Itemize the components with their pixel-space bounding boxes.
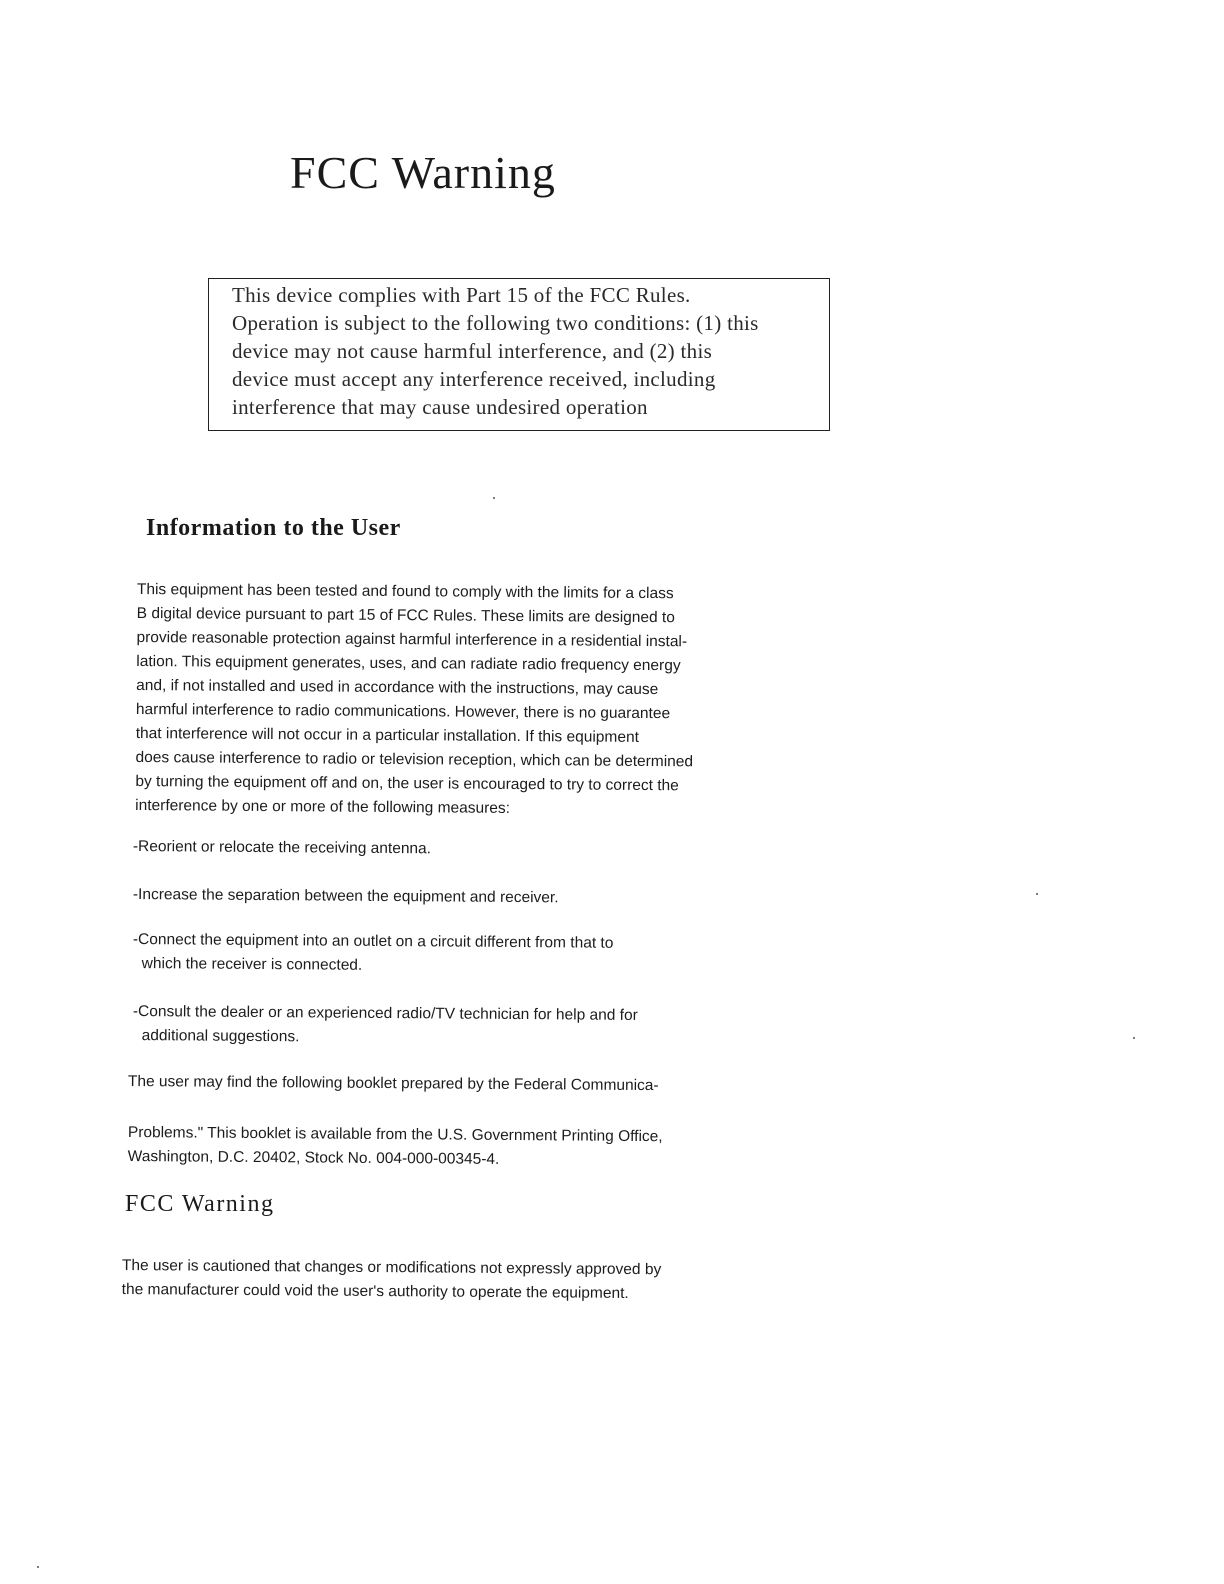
measure-item [133, 883, 559, 910]
paragraph-line: This equipment has been tested and found to comply with the limits for a class [136, 580, 674, 603]
booklet-intro [128, 1070, 659, 1098]
paragraph-line: interference by one or more of the following measures: [135, 796, 511, 817]
booklet-intro-line: The user may find the following booklet prepared by the Federal Communica- [127, 1072, 659, 1095]
compliance-line: device must accept any interference received, including [232, 367, 716, 391]
scan-speck [1036, 893, 1038, 895]
measure-line: -Increase the separation between the equipment and receiver. [132, 885, 559, 907]
paragraph-line: provide reasonable protection against harmful interference in a residential instal- [136, 628, 688, 651]
booklet-line: Washington, D.C. 20402, Stock No. 004-000-00345-4. [127, 1147, 500, 1168]
measure-line: -Reorient or relocate the receiving antenna. [132, 837, 432, 858]
scan-speck [37, 1566, 39, 1568]
compliance-notice-text [232, 281, 759, 421]
measure-line: additional suggestions. [141, 1027, 300, 1046]
compliance-notice-box [208, 278, 830, 431]
information-paragraph [135, 578, 694, 822]
measure-line: -Consult the dealer or an experienced radio/TV technician for help and for [132, 1002, 638, 1024]
scan-speck [493, 497, 495, 499]
compliance-line: This device complies with Part 15 of the FCC Rules. [232, 283, 691, 307]
measure-item [133, 835, 431, 861]
paragraph-line: by turning the equipment off and on, the user is encouraged to try to correct the [135, 772, 679, 795]
paragraph-line: lation. This equipment generates, uses, and can radiate radio frequency energy [136, 652, 681, 675]
paragraph-line: harmful interference to radio communications. However, there is no guarantee [135, 700, 671, 723]
measure-line: -Connect the equipment into an outlet on a circuit different from that to [132, 930, 614, 952]
compliance-line: device may not cause harmful interference, and (2) this [232, 339, 713, 363]
paragraph-line: The user is cautioned that changes or modifications not expressly approved by [121, 1256, 662, 1279]
information-heading: Information to the User [146, 515, 401, 541]
scan-speck [1133, 1037, 1135, 1039]
compliance-line: interference that may cause undesired operation [232, 395, 648, 419]
warning-heading: FCC Warning [125, 1191, 275, 1217]
compliance-line: Operation is subject to the following two conditions: (1) this [232, 311, 759, 335]
page-title: FCC Warning [290, 147, 556, 198]
paragraph-line: does cause interference to radio or television reception, which can be determined [135, 748, 694, 771]
paragraph-line: and, if not installed and used in accordance with the instructions, may cause [136, 676, 659, 699]
measure-item [133, 928, 614, 980]
paragraph-line: B digital device pursuant to part 15 of FCC Rules. These limits are designed to [136, 604, 675, 627]
booklet-details [128, 1121, 663, 1173]
measure-item [133, 1000, 638, 1052]
paragraph-line: the manufacturer could void the user's authority to operate the equipment. [121, 1280, 629, 1302]
measure-line: which the receiver is connected. [141, 955, 363, 974]
booklet-line: Problems." This booklet is available from the U.S. Government Printing Office, [127, 1123, 663, 1146]
paragraph-line: that interference will not occur in a particular installation. If this equipment [135, 724, 639, 746]
warning-paragraph [122, 1254, 662, 1306]
